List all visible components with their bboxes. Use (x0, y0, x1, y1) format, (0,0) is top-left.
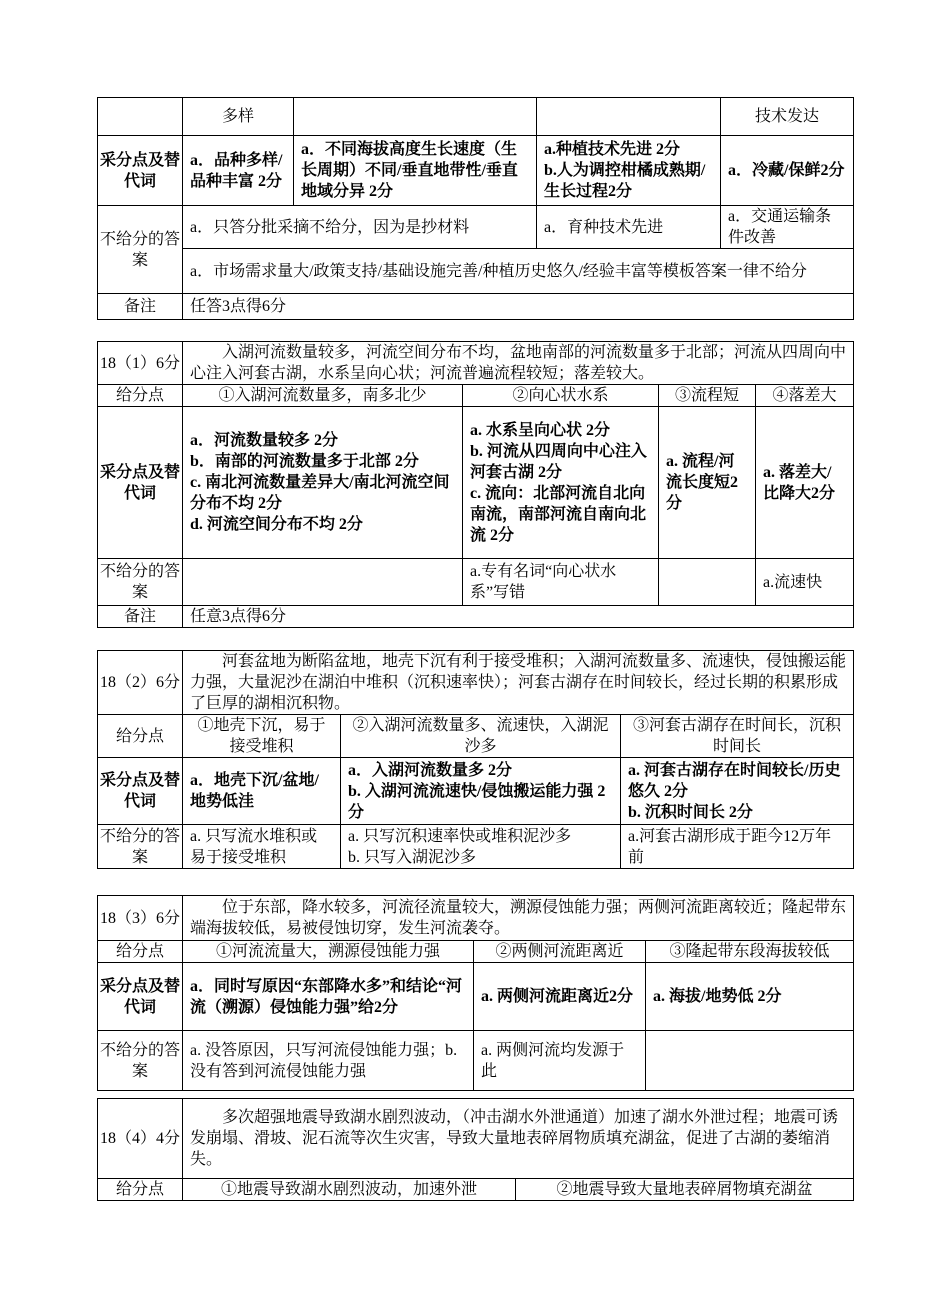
score-label: 采分点及替代词 (98, 136, 183, 206)
empty-cell (98, 98, 183, 136)
nogive-cell: a．市场需求量大/政策支持/基础设施完善/种植历史悠久/经验丰富等模板答案一律不给分 (183, 249, 854, 294)
nogive-cell: a. 只写沉积速率快或堆积泥沙多 b. 只写入湖泥沙多 (341, 825, 621, 869)
score-label: 采分点及替代词 (98, 963, 183, 1031)
give-point: ②向心状水系 (463, 385, 659, 407)
score-cell: a.种植技术先进 2分 b.人为调控柑橘成熟期/生长过程2分 (537, 136, 721, 206)
score-cell: a．河流数量较多 2分 b．南部的河流数量多于北部 2分 c. 南北河流数量差异大/南北河流空间分布不均 2分 d. 河流空间分布不均 2分 (183, 407, 463, 559)
reference-answer: 位于东部，降水较多，河流径流量较大，溯源侵蚀能力强；两侧河流距离较近；隆起带东端海拔较低，易被侵蚀切穿，发生河流袭夺。 (183, 896, 854, 941)
give-point (294, 98, 537, 136)
score-cell: a. 海拔/地势低 2分 (646, 963, 854, 1031)
give-point: ②入湖河流数量多、流速快，入湖泥沙多 (341, 715, 621, 758)
note-cell: 任答3点得6分 (183, 294, 854, 320)
nogive-cell (646, 1031, 854, 1091)
give-label: 给分点 (98, 385, 183, 407)
score-cell: a．不同海拔高度生长速度（生长周期）不同/垂直地带性/垂直地域分异 2分 (294, 136, 537, 206)
scoring-table-18-3 (97, 895, 854, 1091)
give-point: ③流程短 (659, 385, 756, 407)
nogive-label: 不给分的答案 (98, 206, 183, 294)
give-point: 多样 (183, 98, 294, 136)
nogive-label: 不给分的答案 (98, 825, 183, 869)
reference-answer: 入湖河流数量较多，河流空间分布不均，盆地南部的河流数量多于北部；河流从四周向中心注入河套古湖，水系呈向心状；河流普遍流程较短；落差较大。 (183, 342, 854, 385)
score-cell: a. 水系呈向心状 2分 b. 河流从四周向中心注入河套古湖 2分 c. 流向：北部河流自北向南流，南部河流自南向北流 2分 (463, 407, 659, 559)
nogive-cell (659, 559, 756, 606)
score-cell: a. 河套古湖存在时间较长/历史悠久 2分 b. 沉积时间长 2分 (621, 758, 854, 825)
give-point: 技术发达 (721, 98, 854, 136)
score-cell: a．同时写原因“东部降水多”和结论“河流（溯源）侵蚀能力强”给2分 (183, 963, 474, 1031)
nogive-cell: a.河套古湖形成于距今12万年前 (621, 825, 854, 869)
score-label: 采分点及替代词 (98, 758, 183, 825)
nogive-label: 不给分的答案 (98, 559, 183, 606)
scoring-table-18-1 (97, 341, 854, 628)
nogive-cell: a．只答分批采摘不给分，因为是抄材料 (183, 206, 537, 249)
nogive-cell: a. 只写流水堆积或易于接受堆积 (183, 825, 341, 869)
score-cell: a．入湖河流数量多 2分 b. 入湖河流流速快/侵蚀搬运能力强 2分 (341, 758, 621, 825)
give-point: ③隆起带东段海拔较低 (646, 941, 854, 963)
scoring-table-17-continued (97, 97, 854, 320)
note-cell: 任意3点得6分 (183, 606, 854, 628)
score-cell: a．品种多样/品种丰富 2分 (183, 136, 294, 206)
nogive-cell: a.流速快 (756, 559, 854, 606)
nogive-cell: a．育种技术先进 (537, 206, 721, 249)
reference-answer: 多次超强地震导致湖水剧烈波动，（冲击湖水外泄通道）加速了湖水外泄过程；地震可诱发崩塌、滑坡、泥石流等次生灾害，导致大量地表碎屑物质填充湖盆，促进了古湖的萎缩消失。 (183, 1099, 854, 1179)
nogive-cell (183, 559, 463, 606)
nogive-cell: a.专有名词“向心状水系”写错 (463, 559, 659, 606)
give-label: 给分点 (98, 715, 183, 758)
question-label: 18（4）4分 (98, 1099, 183, 1179)
give-point: ④落差大 (756, 385, 854, 407)
give-point (537, 98, 721, 136)
question-label: 18（1）6分 (98, 342, 183, 385)
note-label: 备注 (98, 606, 183, 628)
nogive-label: 不给分的答案 (98, 1031, 183, 1091)
give-point: ①地震导致湖水剧烈波动，加速外泄 (183, 1179, 516, 1201)
score-cell: a．冷藏/保鲜2分 (721, 136, 854, 206)
give-label: 给分点 (98, 1179, 183, 1201)
score-label: 采分点及替代词 (98, 407, 183, 559)
question-label: 18（2）6分 (98, 651, 183, 715)
reference-answer: 河套盆地为断陷盆地，地壳下沉有利于接受堆积；入湖河流数量多、流速快，侵蚀搬运能力强，大量泥沙在湖泊中堆积（沉积速率快）；河套古湖存在时间较长，经过长期的积累形成了巨厚的湖相沉积物。 (183, 651, 854, 715)
give-point: ②两侧河流距离近 (474, 941, 646, 963)
score-cell: a. 落差大/比降大2分 (756, 407, 854, 559)
give-point: ②地震导致大量地表碎屑物填充湖盆 (516, 1179, 854, 1201)
score-cell: a. 两侧河流距离近2分 (474, 963, 646, 1031)
note-label: 备注 (98, 294, 183, 320)
score-cell: a．地壳下沉/盆地/地势低洼 (183, 758, 341, 825)
give-point: ①入湖河流数量多，南多北少 (183, 385, 463, 407)
give-label: 给分点 (98, 941, 183, 963)
scoring-table-18-2 (97, 650, 854, 869)
question-label: 18（3）6分 (98, 896, 183, 941)
nogive-cell: a．交通运输条件改善 (721, 206, 854, 249)
score-cell: a. 流程/河流长度短2分 (659, 407, 756, 559)
nogive-cell: a. 没答原因，只写河流侵蚀能力强；b. 没有答到河流侵蚀能力强 (183, 1031, 474, 1091)
give-point: ③河套古湖存在时间长，沉积时间长 (621, 715, 854, 758)
give-point: ①地壳下沉，易于接受堆积 (183, 715, 341, 758)
give-point: ①河流流量大，溯源侵蚀能力强 (183, 941, 474, 963)
nogive-cell: a. 两侧河流均发源于此 (474, 1031, 646, 1091)
scoring-table-18-4 (97, 1098, 854, 1201)
